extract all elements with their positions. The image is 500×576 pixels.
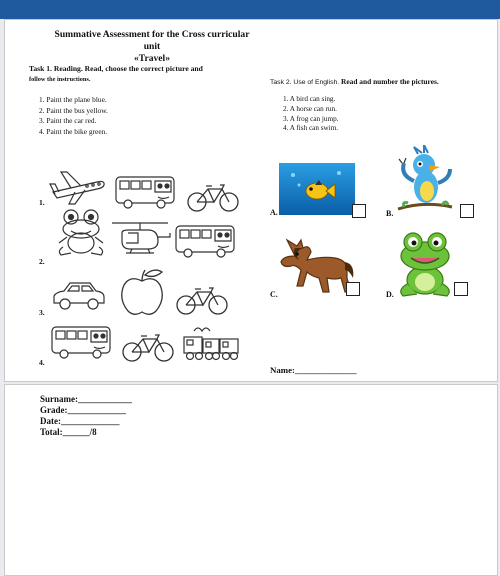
answer-box-c[interactable] [346, 282, 360, 296]
frog-icon [55, 207, 107, 257]
bus-icon [173, 221, 239, 261]
list-item: 2. A horse can run. [283, 104, 337, 113]
bus-icon [49, 322, 115, 362]
list-item: 2. Paint the bus yellow. [39, 105, 108, 115]
row-number: 1. [39, 198, 45, 207]
title-line-2: unit [143, 41, 161, 52]
list-item: 1. Paint the plane blue. [39, 95, 107, 104]
top-bar [0, 0, 500, 19]
picture-label-a: A. [270, 208, 278, 217]
picture-label-c: C. [270, 290, 278, 299]
bus-icon [113, 172, 179, 212]
title-line-3: «Travel» [133, 53, 171, 64]
row-number: 4. [39, 358, 45, 367]
answer-box-b[interactable] [460, 204, 474, 218]
fish-icon [279, 163, 355, 215]
answer-box-a[interactable] [352, 204, 366, 218]
date-field[interactable]: Date:_____________ [40, 416, 120, 426]
task2-heading [270, 77, 439, 86]
grade-field[interactable]: Grade:_____________ [40, 405, 126, 415]
name-field[interactable]: Name:______________ [270, 365, 357, 375]
car-icon [50, 279, 108, 313]
task1-heading [29, 63, 255, 85]
plane-icon [47, 168, 109, 206]
task1-heading-line-1: Task 1. Reading. Read, choose the correct picture and [29, 64, 203, 73]
bike-icon [175, 284, 229, 316]
task2-heading-prefix: Task 2. Use of English. [270, 79, 340, 86]
list-item: 4. Paint the bike green. [39, 126, 108, 136]
task2-sentences [283, 95, 339, 134]
list-item: 4. A fish can swim. [283, 124, 339, 133]
worksheet-title [41, 29, 263, 65]
bike-icon [121, 331, 175, 363]
list-item: 3. A frog can jump. [283, 114, 339, 123]
list-item: 1. A bird can sing. [283, 95, 336, 103]
answer-box-d[interactable] [454, 282, 468, 296]
train-icon [180, 325, 242, 363]
worksheet-page-2 [4, 384, 498, 576]
task1-instructions [39, 95, 108, 137]
row-number: 3. [39, 308, 45, 317]
picture-label-b: B. [386, 209, 394, 218]
surname-field[interactable]: Surname:____________ [40, 394, 132, 404]
picture-label-d: D. [386, 290, 394, 299]
task1-heading-line-2: follow the instructions. [29, 76, 91, 83]
list-item: 3. Paint the car red. [39, 116, 97, 126]
bike-icon [186, 181, 240, 213]
bird-icon [394, 145, 456, 217]
task2-heading-main: Read and number the pictures. [341, 77, 439, 86]
row-number: 2. [39, 257, 45, 266]
frog-icon [395, 228, 455, 300]
helicopter-icon [108, 219, 172, 259]
total-field[interactable]: Total:______/8 [40, 427, 97, 437]
worksheet-page [4, 19, 498, 382]
horse-icon [277, 234, 355, 300]
apple-icon [118, 267, 166, 317]
title-line-1: Summative Assessment for the Cross curricular [54, 29, 250, 40]
